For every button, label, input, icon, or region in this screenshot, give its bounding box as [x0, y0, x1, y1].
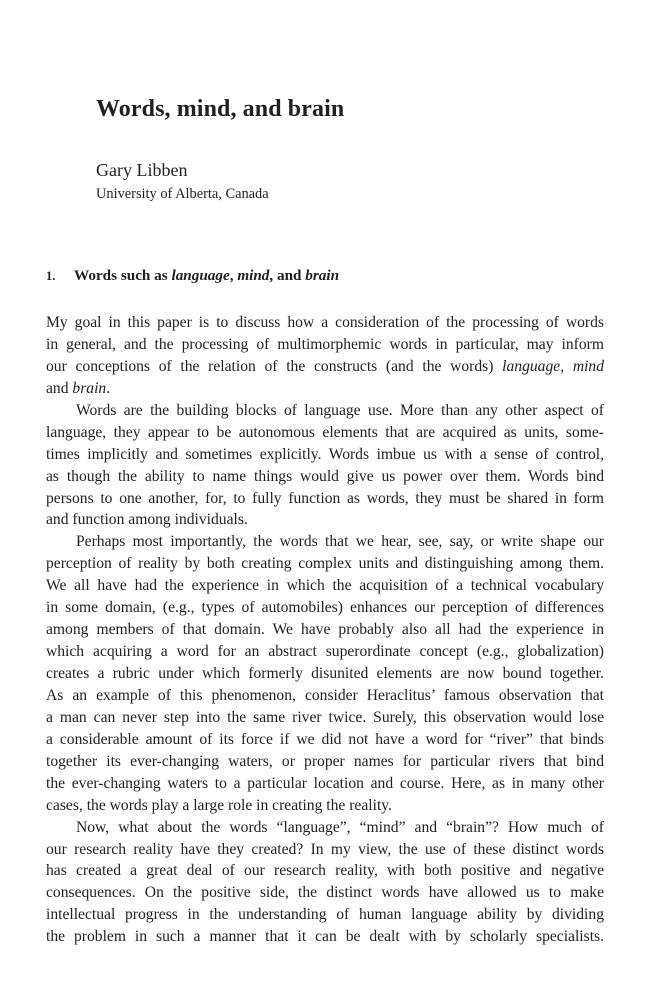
author-affiliation: University of Alberta, Canada [96, 186, 269, 202]
article-title: Words, mind, and brain [96, 96, 345, 122]
section-heading-separator: , [229, 267, 238, 284]
paragraph-3 [46, 531, 604, 816]
text-line: which acquiring a word for an abstract superordinate concept (e.g., globalization) [46, 643, 604, 661]
text-line: consequences. On the positive side, the distinct words have allowed us to make [46, 884, 604, 902]
text-line: creates a rubric under which formerly disunited elements are now bound together. [46, 665, 604, 682]
section-term-language: language [171, 267, 230, 284]
author-name: Gary Libben [96, 160, 188, 180]
text-line: has created a great deal of our research reality, with both positive and negative [46, 862, 604, 880]
text-line: together its ever-changing waters, or proper names for particular rivers that bind [46, 752, 604, 770]
paragraph-2 [46, 400, 604, 532]
paragraph-1 [46, 312, 604, 400]
body-text [46, 312, 604, 948]
section-heading-text: Words such as [74, 267, 172, 284]
section-term-brain: brain [305, 267, 340, 284]
text-line: My goal in this paper is to discuss how a consideration of the processing of words [46, 314, 604, 331]
text-line: We all have had the experience in which the acquisition of a technical vocabulary [46, 577, 604, 595]
term-mind: mind [572, 357, 605, 375]
text-line: persons to one another, for, to fully function as words, they must be shared in form [46, 489, 604, 507]
text-line: a considerable amount of its force if we did not have a word for “river” that binds [46, 730, 604, 748]
text-line: among members of that domain. We have probably also all had the experience in [46, 621, 604, 639]
text-line: Words are the building blocks of language use. More than any other aspect of [76, 401, 604, 419]
term-language: language [502, 357, 561, 375]
text-line: our conceptions of the relation of the constructs (and the words) language, mind [46, 357, 605, 375]
text-line: As an example of this phenomenon, consider Heraclitus’ famous observation that [46, 686, 604, 704]
paragraph-4 [46, 817, 604, 949]
text-line: as though the ability to name things would give us power over them. Words bind [46, 467, 604, 485]
text-line: a man can never step into the same river twice. Surely, this observation would lose [46, 708, 604, 726]
text-line: in general, and the processing of multimorphemic words in particular, may inform [46, 335, 604, 353]
text-line: in some domain, (e.g., types of automobiles) enhances our perception of differences [46, 599, 604, 617]
section-heading [46, 267, 339, 285]
text-line: cases, the words play a large role in creating the reality. [46, 796, 392, 814]
text-line: the problem in such a manner that it can be dealt with by scholarly specialists. [46, 928, 604, 946]
section-number: 1. [46, 269, 56, 283]
section-term-mind: mind [237, 267, 270, 284]
section-heading-separator: , and [269, 267, 306, 284]
term-brain: brain [72, 379, 107, 397]
text-line: our research reality have they created? In my view, the use of these distinct words [46, 840, 604, 858]
text-line: and brain. [46, 379, 111, 397]
text-line: Perhaps most importantly, the words that we hear, see, say, or write shape our [76, 533, 604, 551]
text-line: and function among individuals. [46, 511, 248, 529]
text-line: intellectual progress in the understanding of human language ability by dividing [46, 906, 604, 924]
text-line: language, they appear to be autonomous elements that are acquired as units, some- [46, 423, 604, 441]
text-line: perception of reality by both creating complex units and distinguishing among them. [46, 555, 604, 573]
text-line: the ever-changing waters to a particular location and course. Here, as in many other [46, 774, 604, 792]
text-line: Now, what about the words “language”, “mind” and “brain”? How much of [76, 818, 604, 836]
text-line: times implicitly and sometimes explicitly. Words imbue us with a sense of control, [46, 445, 604, 463]
